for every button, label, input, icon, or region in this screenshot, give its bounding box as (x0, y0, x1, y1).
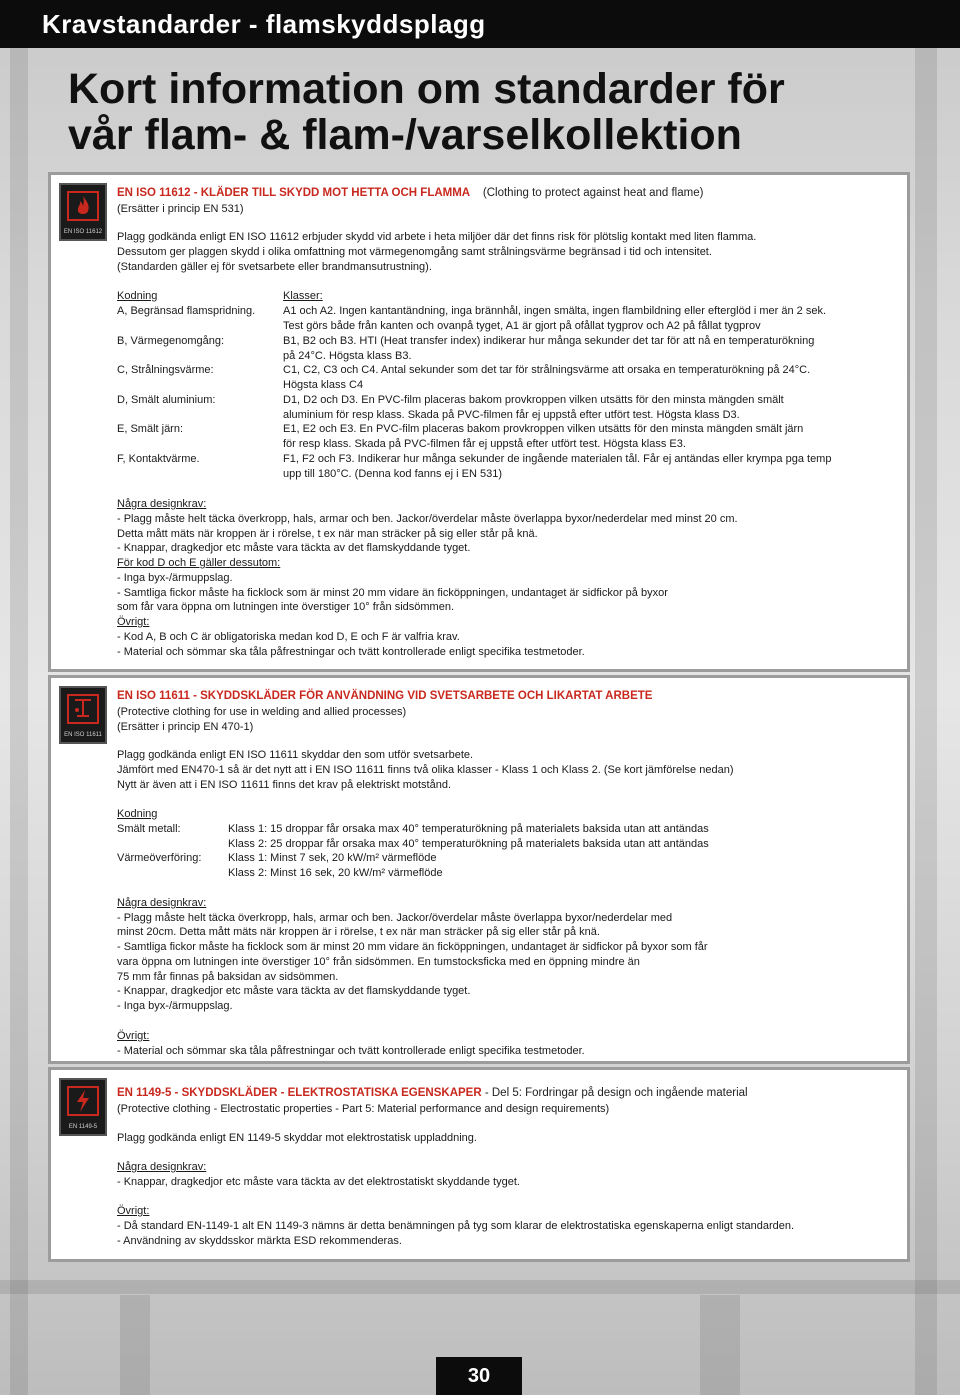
kodning-label: Kodning (117, 290, 158, 302)
intro-line: Dessutom ger plaggen skydd i olika omfattning mot värmegenomgång samt strålningsvärme begränsad i tid och intensitet. (117, 246, 712, 258)
background-pipe (120, 1295, 150, 1395)
replaces-note: (Ersätter i princip EN 470-1) (117, 721, 254, 733)
design-line: 75 mm får finnas på baksidan av sidsömmen. (117, 971, 339, 983)
design-line: - Knappar, dragkedjor etc måste vara täckta av det elektrostatiskt skyddande tyget. (117, 1176, 520, 1188)
subtitle-en: (Protective clothing - Electrostatic properties - Part 5: Material performance and design requirements) (117, 1103, 610, 1115)
replaces-note: (Ersätter i princip EN 531) (117, 203, 244, 215)
page-heading-line-1: Kort information om standarder för (68, 65, 785, 113)
design-line: - Knappar, dragkedjor etc måste vara täckta av det flamskyddande tyget. (117, 985, 471, 997)
logo-code: EN ISO 11611 (64, 732, 102, 738)
design-line: - Plagg måste helt täcka överkropp, hals, armar och ben. Jackor/överdelar måste överlappa byxor/nederdelar med minst 20 cm. (117, 513, 738, 525)
intro-line: Jämfört med EN470-1 så är det nytt att i EN ISO 11611 finns två olika klasser - Klass 1 och Klass 2. (Se kort jämförelse nedan) (117, 764, 734, 776)
design-line: minst 20cm. Detta mått mäts när kroppen är i rörelse, t ex när man sträcker på sig eller står på knä. (117, 926, 600, 938)
kod-label: För kod D och E gäller dessutom: (117, 557, 281, 569)
panel-title-red: EN ISO 11612 - KLÄDER TILL SKYDD MOT HETTA OCH FLAMMA (117, 187, 470, 199)
design-label: Några designkrav: (117, 1161, 207, 1173)
design-line: vara öppna om lutningen inte överstiger 10° från sidsömmen. En tumstocksficka med en öppning mindre än (117, 956, 640, 968)
design-line: Detta mått mäts när kroppen är i rörelse, t ex när man sträcker på sig eller står på knä. (117, 528, 538, 540)
class-line: B1, B2 och B3. HTI (Heat transfer index) indikerar hur många sekunder det tar för att nå en temperaturökning (283, 335, 815, 347)
intro-line: (Standarden gäller ej för svetsarbete eller brandmansutrustning). (117, 261, 432, 273)
flame-icon (69, 193, 97, 219)
kod-line: - Inga byx-/ärmuppslag. (117, 572, 233, 584)
panel-title: EN ISO 11611 - SKYDDSKLÄDER FÖR ANVÄNDNING VID SVETSARBETE OCH LIKARTAT ARBETE (117, 690, 653, 702)
class-row: Klass 1: Minst 7 sek, 20 kW/m² värmeflöde (228, 852, 437, 864)
ovrigt-label: Övrigt: (117, 1030, 150, 1042)
ovrigt-line: - Kod A, B och C är obligatoriska medan kod D, E och F är valfria krav. (117, 631, 460, 643)
ovrigt-label: Övrigt: (117, 1205, 150, 1217)
code-item: D, Smält aluminium: (117, 394, 216, 406)
intro-line: Plagg godkända enligt EN 1149-5 skyddar mot elektrostatisk uppladdning. (117, 1132, 477, 1144)
class-row: Klass 1: 15 droppar får orsaka max 40° temperaturökning på materialets baksida utan att antändas (228, 823, 709, 835)
smalt-metall-label: Smält metall: (117, 823, 181, 835)
ovrigt-line: - Material och sömmar ska tåla påfrestningar och tvätt kontrollerade enligt specifika testmetoder. (117, 646, 585, 658)
code-item: F, Kontaktvärme. (117, 453, 200, 465)
design-line: - Knappar, dragkedjor etc måste vara täckta av det flamskyddande tyget. (117, 542, 471, 554)
code-item: E, Smält järn: (117, 423, 184, 435)
ovrigt-label: Övrigt: (117, 616, 150, 628)
page-heading-line-2: vår flam- & flam-/varselkollektion (68, 111, 742, 159)
design-label: Några designkrav: (117, 498, 207, 510)
design-line: - Samtliga fickor måste ha ficklock som är minst 20 mm vidare än ficköppningen, undantaget är sidfickor på byxor som får (117, 941, 708, 953)
lightning-icon (69, 1088, 97, 1114)
logo-code: EN 1149-5 (68, 1124, 98, 1130)
subtitle-en: (Protective clothing for use in welding and allied processes) (117, 706, 407, 718)
class-line: Högsta klass C4 (283, 379, 364, 391)
class-line: på 24°C. Högsta klass B3. (283, 350, 412, 362)
panel-title (117, 187, 703, 199)
background-pipe (700, 1295, 740, 1395)
standard-panel-en-1149-5 (48, 1067, 910, 1262)
klasser-label: Klasser: (283, 290, 323, 302)
panel-title-red: EN 1149-5 - SKYDDSKLÄDER - ELEKTROSTATISKA EGENSKAPER (117, 1087, 482, 1099)
logo-code: EN ISO 11612 (63, 229, 103, 235)
design-line: - Plagg måste helt täcka överkropp, hals, armar och ben. Jackor/överdelar måste överlappa byxor/nederdelar med (117, 912, 673, 924)
class-line: C1, C2, C3 och C4. Antal sekunder som det tar för strålningsvärme att orsaka en temperaturökning på 24°C. (283, 364, 811, 376)
section-title: Kravstandarder - flamskyddsplagg (42, 9, 486, 39)
kod-line: - Samtliga fickor måste ha ficklock som är minst 20 mm vidare än ficköppningen, undantaget är sidfickor på byxor (117, 587, 668, 599)
intro-line: Plagg godkända enligt EN ISO 11612 erbjuder skydd vid arbete i heta miljöer där det finns risk för plötslig kontakt med liten flamma. (117, 231, 757, 243)
design-label: Några designkrav: (117, 897, 207, 909)
welding-icon (69, 696, 97, 722)
kod-line: som får vara öppna om lutningen inte överstiger 10° från sidsömmen. (117, 601, 455, 613)
design-line: - Inga byx-/ärmuppslag. (117, 1000, 233, 1012)
intro-line: Nytt är även att i EN ISO 11611 finns det krav på elektriskt motstånd. (117, 779, 452, 791)
class-line: D1, D2 och D3. En PVC-film placeras bakom provkroppen vilken utsätts för den minsta mängden smält (283, 394, 784, 406)
electrostatic-pictogram-icon (59, 1078, 107, 1136)
top-bar (0, 0, 960, 48)
intro-line: Plagg godkända enligt EN ISO 11611 skyddar den som utför svetsarbete. (117, 749, 474, 761)
page-number: 30 (436, 1357, 522, 1395)
background-pipe (0, 1280, 960, 1294)
class-line: upp till 180°C. (Denna kod fanns ej i EN 531) (283, 468, 503, 480)
ovrigt-line: - Användning av skyddsskor märkta ESD rekommenderas. (117, 1235, 402, 1247)
background-pipe (915, 48, 937, 1395)
class-row: Klass 2: Minst 16 sek, 20 kW/m² värmeflöde (228, 867, 443, 879)
class-line: E1, E2 och E3. En PVC-film placeras bakom provkroppen vilken utsätts för den minsta mängden smält järn (283, 423, 804, 435)
panel-title (117, 1087, 748, 1099)
welding-pictogram-icon (59, 686, 107, 744)
class-line: F1, F2 och F3. Indikerar hur många sekunder de ingående materialen tål. Får ej antändas eller krympa pga temp (283, 453, 832, 465)
class-row: Klass 2: 25 droppar får orsaka max 40° temperaturökning på materialets baksida utan att antändas (228, 838, 709, 850)
flame-pictogram-icon (59, 183, 107, 241)
panel-title-en: (Clothing to protect against heat and flame) (482, 187, 704, 199)
panel-title-rest: - Del 5: Fordringar på design och ingående material (481, 1087, 748, 1099)
ovrigt-line: - Material och sömmar ska tåla påfrestningar och tvätt kontrollerade enligt specifika testmetoder. (117, 1045, 585, 1057)
varmeoverforing-label: Värmeöverföring: (117, 852, 202, 864)
code-item: C, Strålningsvärme: (117, 364, 214, 376)
kodning-label: Kodning (117, 808, 158, 820)
class-line: aluminium för resp klass. Skada på PVC-filmen får ej uppstå efter utfört test. Högsta klass D3. (283, 409, 740, 421)
class-line: Test görs både från kanten och ovanpå tyget, A1 är gjort på ofållat tygprov och A2 på fållat tygprov (283, 320, 761, 332)
code-item: A, Begränsad flamspridning. (117, 305, 256, 317)
standard-panel-en-iso-11611 (48, 675, 910, 1064)
ovrigt-line: - Då standard EN-1149-1 alt EN 1149-3 nämns är detta benämningen på tyg som klarar de elektrostatiska egenskaperna enligt standarden. (117, 1220, 795, 1232)
class-line: för resp klass. Skada på PVC-filmen får ej uppstå efter utfört test. Högsta klass E3. (283, 438, 686, 450)
background-pipe (10, 48, 28, 1395)
class-line: A1 och A2. Ingen kantantändning, inga brännhål, ingen smälta, ingen flambildning eller efterglöd i mer än 2 sek. (283, 305, 827, 317)
standard-panel-en-iso-11612 (48, 172, 910, 672)
code-item: B, Värmegenomgång: (117, 335, 225, 347)
